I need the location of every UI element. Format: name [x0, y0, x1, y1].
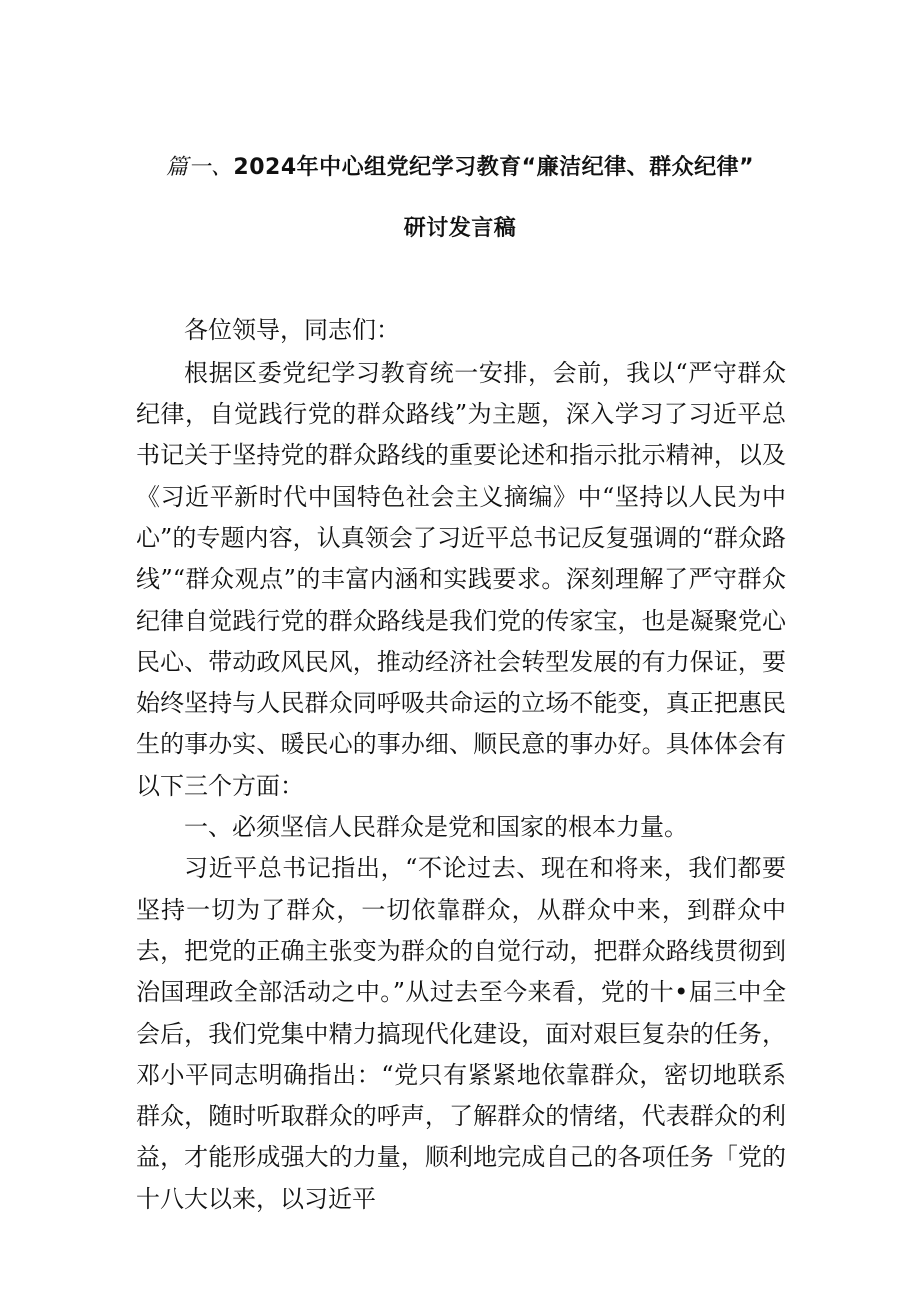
document-title-line1 [0, 150, 920, 181]
paragraph-intro: 根据区委党纪学习教育统一安排，会前，我以“严守群众纪律，自觉践行党的群众路线”为主题，深入学习了习近平总书记关于坚持党的群众路线的重要论述和指示批示精神，以及《习近平新时代中国特色社会主义摘编》中“坚持以人民为中心”的专题内容，认真领会了习近平总书记反复强调的“群众路线”“群众观点”的丰富内涵和实践要求。深刻理解了严守群众纪律自觉践行党的群众路线是我们党的传家宝，也是凝聚党心民心、带动政风民风，推动经济社会转型发展的有力保证，要始终坚持与人民群众同呼吸共命运的立场不能变，真正把惠民生的事办实、暖民心的事办细、顺民意的事办好。具体体会有以下三个方面： [136, 358, 786, 800]
title-prefix: 篇一、 [165, 155, 234, 180]
document-title-line2: 研讨发言稿 [403, 216, 517, 241]
title-main: 2024年中心组党纪学习教育“廉洁纪律、群众纪律” [233, 155, 755, 180]
salutation: 各位领导，同志们： [184, 316, 400, 344]
section-heading-1: 一、必须坚信人民群众是党和国家的根本力量。 [184, 813, 688, 842]
document-body [136, 310, 786, 1220]
paragraph-section-1: 习近平总书记指出，“不论过去、现在和将来，我们都要坚持一切为了群众，一切依靠群众，从群众中来，到群众中去，把党的正确主张变为群众的自觉行动，把群众路线贯彻到治国理政全部活动之中。”从过去至今来看，党的十•届三中全会后，我们党集中精力搞现代化建设，面对艰巨复杂的任务，邓小平同志明确指出：“党只有紧紧地依靠群众，密切地联系群众，随时听取群众的呼声，了解群众的情绪，代表群众的利益，才能形成强大的力量，顺利地完成自己的各项任务「党的十八大以来，以习近平 [136, 854, 786, 1213]
